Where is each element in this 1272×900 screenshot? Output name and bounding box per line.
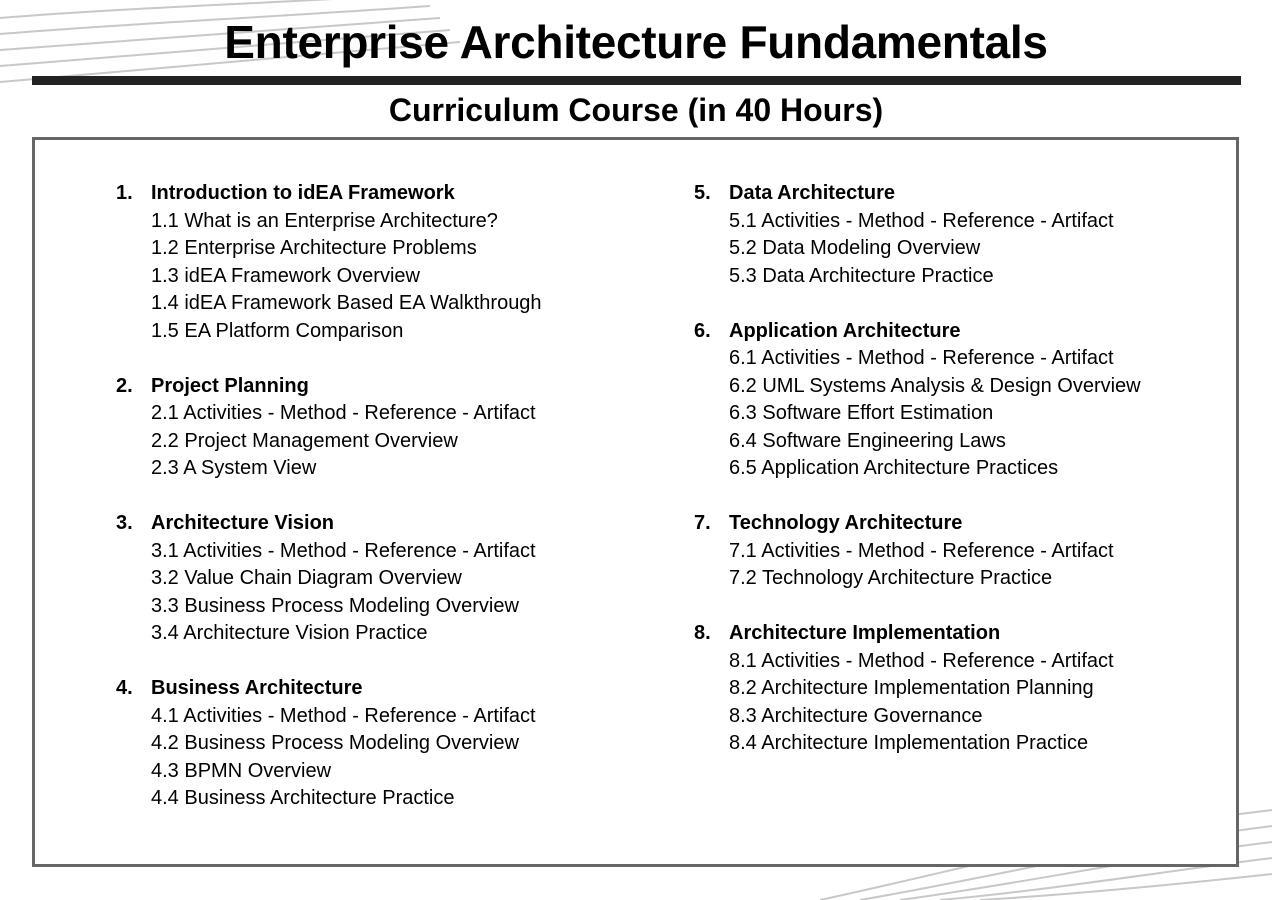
- section-number: 4.: [116, 677, 133, 699]
- topic-item: 4.1 Activities - Method - Reference - Artifact: [151, 704, 536, 727]
- section-heading: [694, 180, 1214, 208]
- topic-item: 3.1 Activities - Method - Reference - Artifact: [151, 539, 536, 562]
- topic-item: 1.5 EA Platform Comparison: [151, 319, 404, 342]
- section-heading: [116, 510, 676, 538]
- section-number: 7.: [694, 512, 711, 534]
- section-heading: [116, 675, 676, 703]
- topic-item: 8.2 Architecture Implementation Planning: [729, 677, 1094, 699]
- section-number: 8.: [694, 622, 711, 644]
- topic-item: 4.4 Business Architecture Practice: [151, 787, 455, 809]
- section-heading: [116, 180, 676, 208]
- topic-item: 4.3 BPMN Overview: [151, 759, 332, 782]
- section-title: Architecture Vision: [151, 512, 335, 534]
- curriculum-section: [694, 510, 1214, 593]
- topic-item: 8.1 Activities - Method - Reference - Artifact: [729, 649, 1114, 672]
- topic-item: 1.3 idEA Framework Overview: [151, 264, 420, 287]
- section-heading: [116, 373, 676, 401]
- topic-item: 7.2 Technology Architecture Practice: [729, 567, 1053, 589]
- section-title: Architecture Implementation: [729, 622, 1001, 644]
- section-title: Business Architecture: [151, 677, 363, 699]
- section-number: 1.: [116, 182, 133, 204]
- topic-item: 3.2 Value Chain Diagram Overview: [151, 567, 462, 589]
- section-number: 3.: [116, 512, 133, 534]
- curriculum-section: [694, 180, 1214, 290]
- section-heading: [694, 510, 1214, 538]
- title-underline: [32, 76, 1241, 85]
- section-title: Application Architecture: [729, 319, 961, 342]
- topic-item: 2.1 Activities - Method - Reference - Artifact: [151, 402, 536, 424]
- curriculum-column-left: [116, 180, 676, 840]
- curriculum-section: [694, 620, 1214, 758]
- section-title: Introduction to idEA Framework: [151, 182, 455, 204]
- topic-item: 3.4 Architecture Vision Practice: [151, 622, 428, 644]
- curriculum-column-right: [694, 180, 1214, 785]
- section-title: Data Architecture: [729, 182, 895, 204]
- topic-item: 8.3 Architecture Governance: [729, 704, 983, 727]
- topic-item: 5.1 Activities - Method - Reference - Artifact: [729, 209, 1114, 232]
- page-subtitle: Curriculum Course (in 40 Hours): [388, 92, 884, 128]
- topic-item: 2.3 A System View: [151, 457, 317, 479]
- topic-item: 3.3 Business Process Modeling Overview: [151, 594, 519, 617]
- topic-item: 1.1 What is an Enterprise Architecture?: [151, 209, 498, 232]
- page-title: Enterprise Architecture Fundamentals: [224, 16, 1048, 68]
- section-number: 5.: [694, 182, 711, 204]
- topic-item: 6.1 Activities - Method - Reference - Artifact: [729, 347, 1114, 369]
- topic-item: 6.4 Software Engineering Laws: [729, 429, 1006, 452]
- topic-item: 6.5 Application Architecture Practices: [729, 457, 1059, 479]
- topic-item: 5.2 Data Modeling Overview: [729, 237, 981, 259]
- topic-item: 1.2 Enterprise Architecture Problems: [151, 237, 477, 259]
- curriculum-section: [116, 180, 676, 345]
- topic-item: 8.4 Architecture Implementation Practice: [729, 732, 1089, 754]
- section-heading: [694, 318, 1214, 346]
- topic-item: 1.4 idEA Framework Based EA Walkthrough: [151, 292, 542, 314]
- topic-item: 5.3 Data Architecture Practice: [729, 264, 994, 287]
- curriculum-section: [694, 318, 1214, 483]
- curriculum-section: [116, 510, 676, 648]
- section-number: 6.: [694, 319, 711, 342]
- curriculum-section: [116, 675, 676, 813]
- section-title: Technology Architecture: [729, 512, 963, 534]
- section-heading: [694, 620, 1214, 648]
- topic-item: 2.2 Project Management Overview: [151, 429, 458, 452]
- topic-item: 4.2 Business Process Modeling Overview: [151, 732, 519, 754]
- section-number: 2.: [116, 374, 133, 397]
- topic-item: 6.2 UML Systems Analysis & Design Overview: [729, 374, 1141, 397]
- topic-item: 6.3 Software Effort Estimation: [729, 402, 994, 424]
- curriculum-section: [116, 373, 676, 483]
- section-title: Project Planning: [151, 374, 309, 397]
- topic-item: 7.1 Activities - Method - Reference - Artifact: [729, 539, 1114, 562]
